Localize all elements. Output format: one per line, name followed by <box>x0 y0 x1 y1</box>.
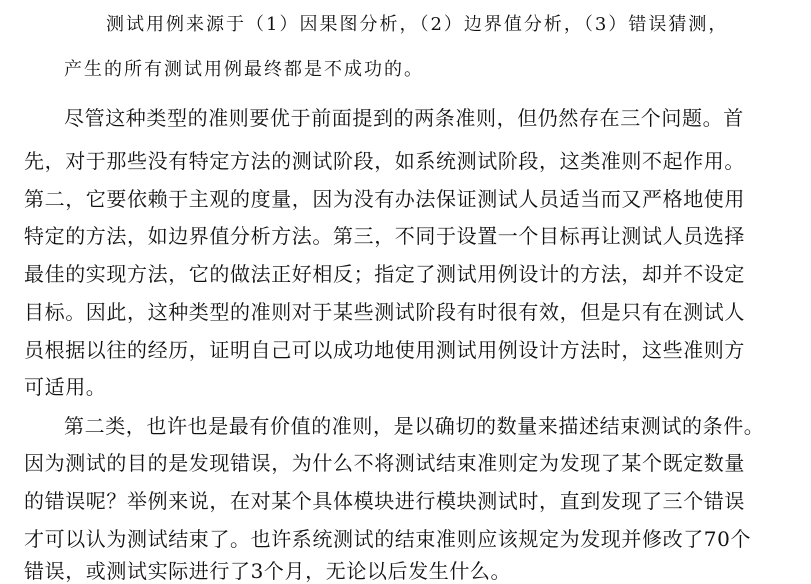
paragraph-2-line-3: 的错误呢？举例来说，在对某个具体模块进行模块测试时，直到发现了三个错误 <box>24 489 745 513</box>
paragraph-1-line-6: 目标。因此，这种类型的准则对于某些测试阶段有时很有效，但是只有在测试人 <box>24 300 745 324</box>
paragraph-2-line-4: 才可以认为测试结束了。也许系统测试的结束准则应该规定为发现并修改了70个 <box>24 527 752 551</box>
paragraph-1-line-8: 可适用。 <box>24 375 107 399</box>
paragraph-1-line-1: 尽管这种类型的准则要优于前面提到的两条准则，但仍然存在三个问题。首 <box>64 106 744 130</box>
paragraph-1-line-2: 先，对于那些没有特定方法的测试阶段，如系统测试阶段，这类准则不起作用。 <box>24 149 745 173</box>
paragraph-2-line-2: 因为测试的目的是发现错误，为什么不将测试结束准则定为发现了某个既定数量 <box>24 451 745 475</box>
paragraph-1-line-3: 第二，它要依赖于主观的度量，因为没有办法保证测试人员适当而又严格地使用 <box>24 187 745 211</box>
intro-line-1: 测试用例来源于（1）因果图分析，（2）边界值分析，（3）错误猜测， <box>106 14 729 35</box>
paragraph-1-line-7: 员根据以往的经历，证明自己可以成功地使用测试用例设计方法时，这些准则方 <box>24 338 745 362</box>
paragraph-2-line-1: 第二类，也许也是最有价值的准则，是以确切的数量来描述结束测试的条件。 <box>64 414 765 438</box>
paragraph-1-line-5: 最佳的实现方法，它的做法正好相反；指定了测试用例设计的方法，却并不设定 <box>24 262 745 286</box>
intro-line-2: 产生的所有测试用例最终都是不成功的。 <box>64 59 424 80</box>
paragraph-2-line-5: 错误，或测试实际进行了3个月，无论以后发生什么。 <box>24 559 512 583</box>
paragraph-1-line-4: 特定的方法，如边界值分析方法。第三，不同于设置一个目标再让测试人员选择 <box>24 224 745 248</box>
